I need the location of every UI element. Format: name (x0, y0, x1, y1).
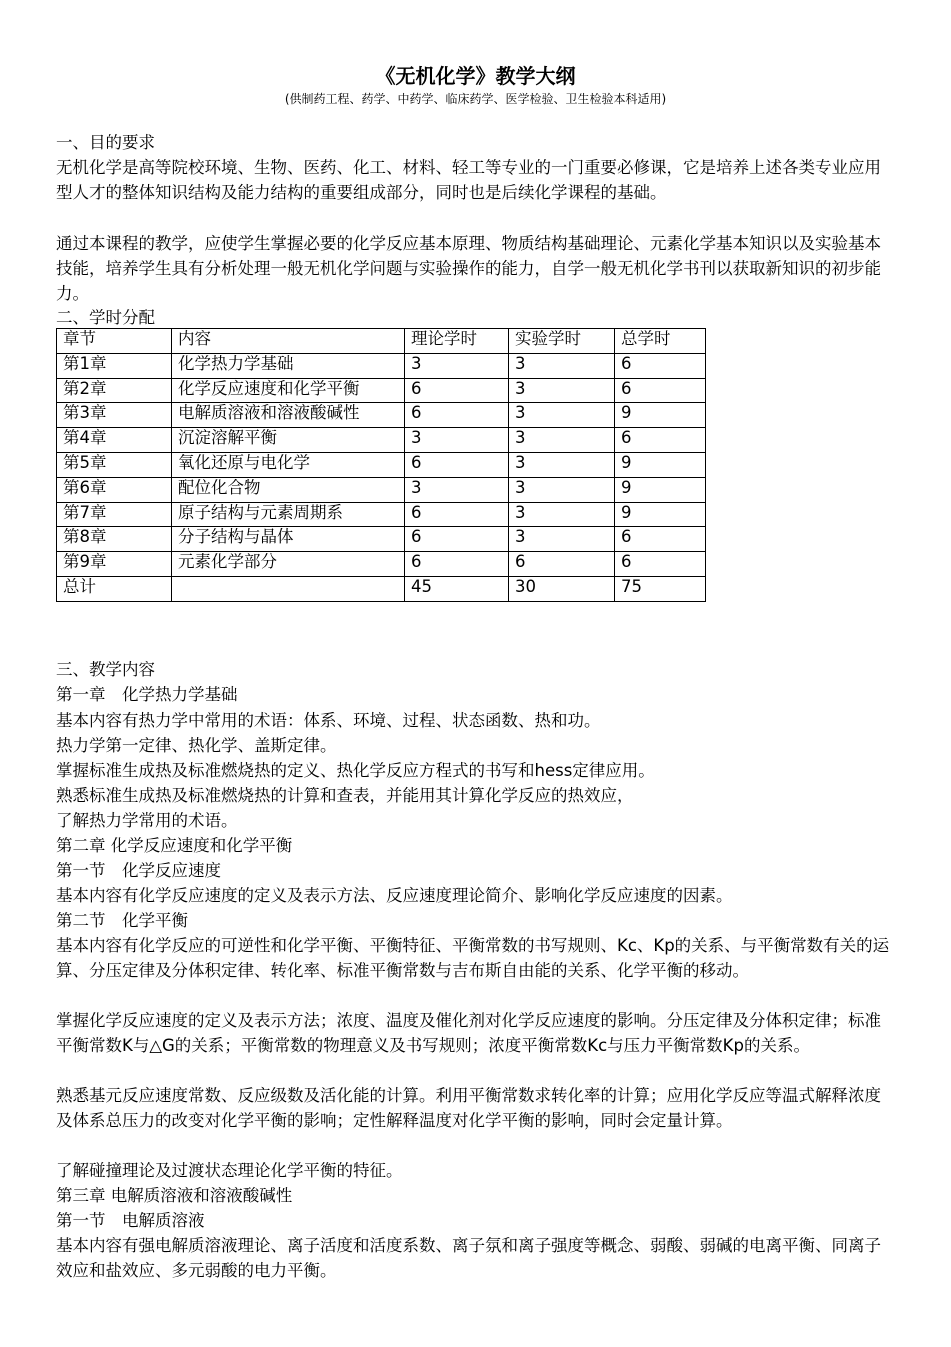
content-line: 熟悉标准生成热及标准燃烧热的计算和查表，并能用其计算化学反应的热效应， (56, 786, 634, 805)
table-cell: 3 (405, 428, 509, 453)
paragraph: 掌握化学反应速度的定义及表示方法；浓度、温度及催化剂对化学反应速度的影响。分压定律及分体积定律；标准平衡常数K与△G的关系；平衡常数的物理意义及书写规则；浓度平衡常数Kc与压力平衡常数Kp的关系。 (56, 1011, 881, 1055)
table-row (57, 452, 706, 477)
table-cell: 6 (615, 378, 706, 403)
table-cell: 总计 (57, 576, 172, 601)
section-title: 第一节 电解质溶液 (56, 1211, 205, 1230)
chapter-title: 第三章 电解质溶液和溶液酸碱性 (56, 1186, 293, 1205)
table-cell: 9 (615, 452, 706, 477)
table-cell: 30 (509, 576, 615, 601)
table-cell: 3 (509, 452, 615, 477)
table-cell: 6 (405, 452, 509, 477)
table-cell: 第9章 (57, 552, 172, 577)
document-subtitle: (供制药工程、药学、中药学、临床药学、医学检验、卫生检验本科适用) (284, 92, 667, 106)
chapter-title: 第二章 化学反应速度和化学平衡 (56, 836, 293, 855)
table-cell: 3 (509, 378, 615, 403)
table-cell: 3 (509, 502, 615, 527)
content-line: 热力学第一定律、热化学、盖斯定律。 (56, 736, 337, 755)
section-heading-objectives: 一、目的要求 (56, 133, 155, 152)
table-cell: 第2章 (57, 378, 172, 403)
table-cell: 3 (509, 403, 615, 428)
table-cell: 6 (615, 428, 706, 453)
table-cell: 45 (405, 576, 509, 601)
table-row (57, 552, 706, 577)
table-cell: 第8章 (57, 527, 172, 552)
content-line: 基本内容有化学反应速度的定义及表示方法、反应速度理论简介、影响化学反应速度的因素。 (56, 886, 733, 905)
table-cell: 3 (405, 477, 509, 502)
table-header-row (57, 329, 706, 354)
table-row (57, 378, 706, 403)
table-cell: 3 (509, 428, 615, 453)
table-row (57, 576, 706, 601)
paragraph: 通过本课程的教学，应使学生掌握必要的化学反应基本原理、物质结构基础理论、元素化学基本知识以及实验基本技能，培养学生具有分析处理一般无机化学问题与实验操作的能力，自学一般无机化学书刊以获取新知识的初步能力。 (56, 234, 881, 303)
table-cell: 75 (615, 576, 706, 601)
paragraph: 无机化学是高等院校环境、生物、医药、化工、材料、轻工等专业的一门重要必修课，它是培养上述各类专业应用型人才的整体知识结构及能力结构的重要组成部分，同时也是后续化学课程的基础。 (56, 158, 881, 202)
table-cell: 氧化还原与电化学 (172, 452, 405, 477)
table-row (57, 527, 706, 552)
section-title: 第二节 化学平衡 (56, 911, 188, 930)
table-cell: 9 (615, 502, 706, 527)
table-cell: 6 (615, 552, 706, 577)
table-cell: 配位化合物 (172, 477, 405, 502)
table-cell: 第5章 (57, 452, 172, 477)
section-heading-hours: 二、学时分配 (56, 308, 155, 327)
table-cell: 3 (405, 353, 509, 378)
table-cell: 6 (615, 527, 706, 552)
table-cell: 3 (509, 353, 615, 378)
hours-table (56, 328, 706, 602)
table-row (57, 502, 706, 527)
table-cell: 6 (615, 353, 706, 378)
chapter-title: 第一章 化学热力学基础 (56, 685, 238, 704)
content-line: 基本内容有热力学中常用的术语：体系、环境、过程、状态函数、热和功。 (56, 711, 601, 730)
table-cell: 沉淀溶解平衡 (172, 428, 405, 453)
section-heading-content: 三、教学内容 (56, 660, 155, 679)
table-cell: 元素化学部分 (172, 552, 405, 577)
table-row (57, 403, 706, 428)
content-line: 掌握标准生成热及标准燃烧热的定义、热化学反应方程式的书写和hess定律应用。 (56, 761, 655, 780)
table-header-cell: 实验学时 (509, 329, 615, 354)
table-cell: 9 (615, 477, 706, 502)
table-row (57, 353, 706, 378)
table-cell: 6 (405, 502, 509, 527)
table-cell: 6 (405, 403, 509, 428)
table-header-cell: 章节 (57, 329, 172, 354)
table-cell: 第4章 (57, 428, 172, 453)
content-line: 了解碰撞理论及过渡状态理论化学平衡的特征。 (56, 1161, 403, 1180)
table-cell: 化学热力学基础 (172, 353, 405, 378)
table-cell: 6 (405, 378, 509, 403)
table-cell: 化学反应速度和化学平衡 (172, 378, 405, 403)
paragraph: 基本内容有化学反应的可逆性和化学平衡、平衡特征、平衡常数的书写规则、Kc、Kp的关系、与平衡常数有关的运算、分压定律及分体积定律、转化率、标准平衡常数与吉布斯自由能的关系、化学平衡的移动。 (56, 936, 890, 980)
table-header-cell: 总学时 (615, 329, 706, 354)
table-header-cell: 理论学时 (405, 329, 509, 354)
table-cell: 3 (509, 527, 615, 552)
table-cell: 6 (405, 527, 509, 552)
table-cell: 第3章 (57, 403, 172, 428)
table-cell: 电解质溶液和溶液酸碱性 (172, 403, 405, 428)
table-header-cell: 内容 (172, 329, 405, 354)
table-cell: 第6章 (57, 477, 172, 502)
paragraph: 基本内容有强电解质溶液理论、离子活度和活度系数、离子氛和离子强度等概念、弱酸、弱碱的电离平衡、同离子效应和盐效应、多元弱酸的电力平衡。 (56, 1236, 881, 1280)
document-title: 《无机化学》教学大纲 (375, 64, 576, 88)
table-cell: 分子结构与晶体 (172, 527, 405, 552)
table-cell: 6 (509, 552, 615, 577)
table-cell: 6 (405, 552, 509, 577)
table-cell: 原子结构与元素周期系 (172, 502, 405, 527)
table-cell: 3 (509, 477, 615, 502)
paragraph: 熟悉基元反应速度常数、反应级数及活化能的计算。利用平衡常数求转化率的计算；应用化学反应等温式解释浓度及体系总压力的改变对化学平衡的影响；定性解释温度对化学平衡的影响，同时会定量计算。 (56, 1086, 881, 1130)
content-line: 了解热力学常用的术语。 (56, 811, 238, 830)
table-cell: 第7章 (57, 502, 172, 527)
table-row (57, 428, 706, 453)
section-title: 第一节 化学反应速度 (56, 861, 221, 880)
table-cell: 9 (615, 403, 706, 428)
table-cell (172, 576, 405, 601)
table-cell: 第1章 (57, 353, 172, 378)
table-row (57, 477, 706, 502)
